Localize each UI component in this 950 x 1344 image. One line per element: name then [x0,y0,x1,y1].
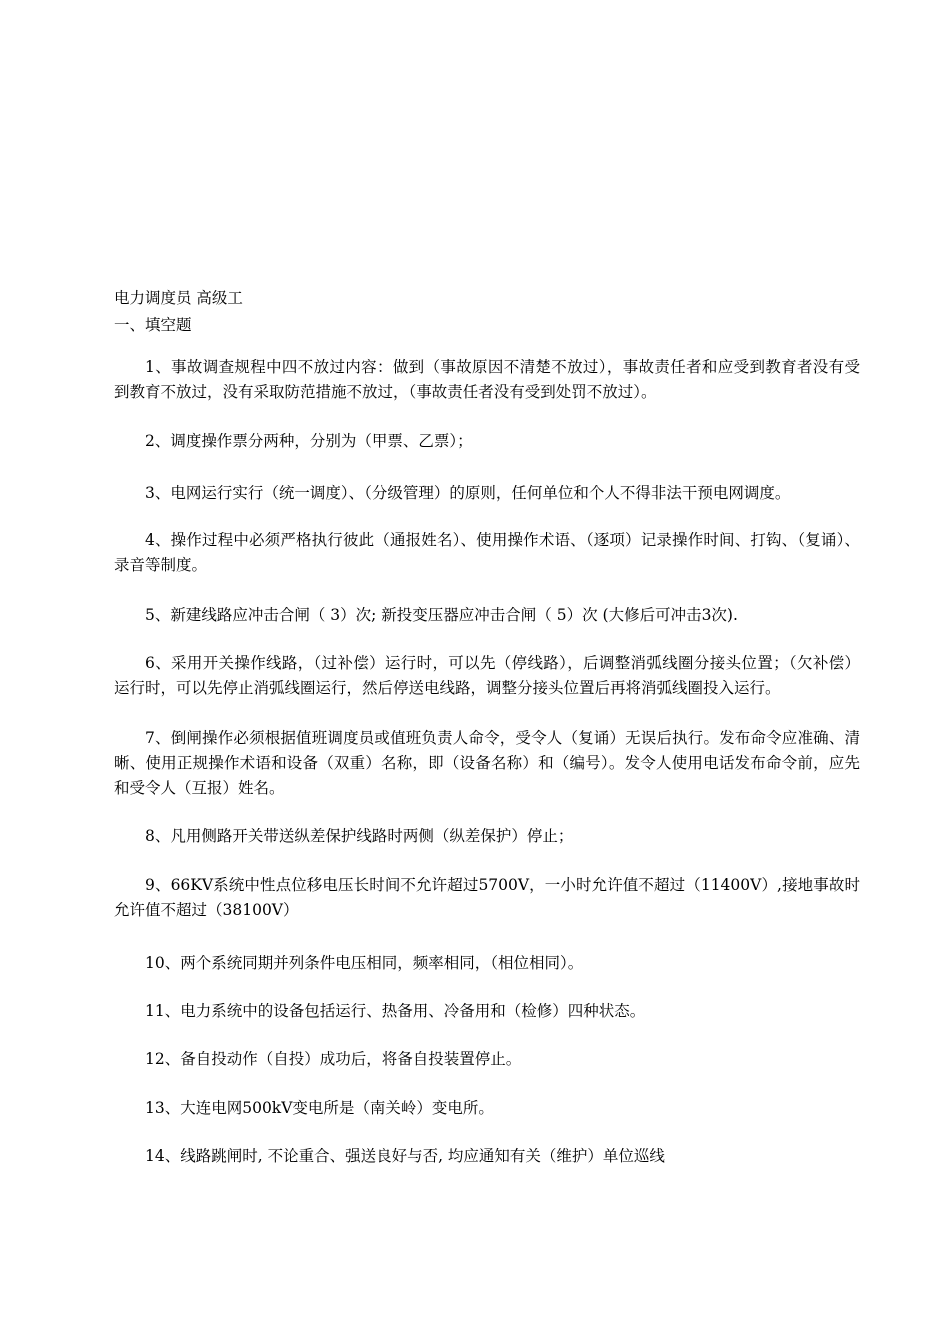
question-item-1: 1、事故调查规程中四不放过内容：做到（事故原因不清楚不放过），事故责任者和应受到教育者没有受到教育不放过，没有采取防范措施不放过，（事故责任者没有受到处罚不放过）。 [114,358,860,401]
section-heading: 一、填空题 [114,316,192,334]
question-item-3: 3、电网运行实行（统一调度）、（分级管理）的原则，任何单位和个人不得非法干预电网调度。 [145,484,791,502]
question-item-12: 12、备自投动作（自投）成功后，将备自投装置停止。 [145,1050,522,1068]
question-item-8: 8、凡用侧路开关带送纵差保护线路时两侧（纵差保护）停止； [145,827,574,845]
question-item-2: 2、调度操作票分两种，分别为（甲票、乙票）； [145,432,473,450]
question-item-11: 11、电力系统中的设备包括运行、热备用、冷备用和（检修）四种状态。 [145,1002,646,1020]
question-item-4: 4、操作过程中必须严格执行彼此（通报姓名）、使用操作术语、（逐项）记录操作时间、打钩、（复诵）、录音等制度。 [114,531,860,574]
question-item-10: 10、两个系统同期并列条件电压相同，频率相同，（相位相同）。 [145,954,584,972]
document-header [114,285,874,339]
question-item-13: 13、大连电网500kV变电所是（南关岭）变电所。 [145,1099,494,1117]
question-item-6: 6、采用开关操作线路，（过补偿）运行时，可以先（停线路），后调整消弧线圈分接头位置；（欠补偿）运行时，可以先停止消弧线圈运行，然后停送电线路，调整分接头位置后再将消弧线圈投入运行。 [114,654,860,697]
question-item-14: 14、线路跳闸时, 不论重合、强送良好与否, 均应通知有关（维护）单位巡线 [145,1147,665,1165]
question-item-5: 5、新建线路应冲击合闸（ 3）次; 新投变压器应冲击合闸（ 5）次 (大修后可冲击3次). [145,606,738,624]
question-item-9: 9、66KV系统中性点位移电压长时间不允许超过5700V，一小时允许值不超过（11400V）,接地事故时允许值不超过（38100V） [114,876,860,919]
question-list [114,355,860,1169]
document-title: 电力调度员 高级工 [114,289,243,307]
question-item-7: 7、倒闸操作必须根据值班调度员或值班负责人命令，受令人（复诵）无误后执行。发布命令应准确、清晰、使用正规操作术语和设备（双重）名称，即（设备名称）和（编号）。发令人使用电话发布命令前，应先和受令人（互报）姓名。 [114,729,860,797]
